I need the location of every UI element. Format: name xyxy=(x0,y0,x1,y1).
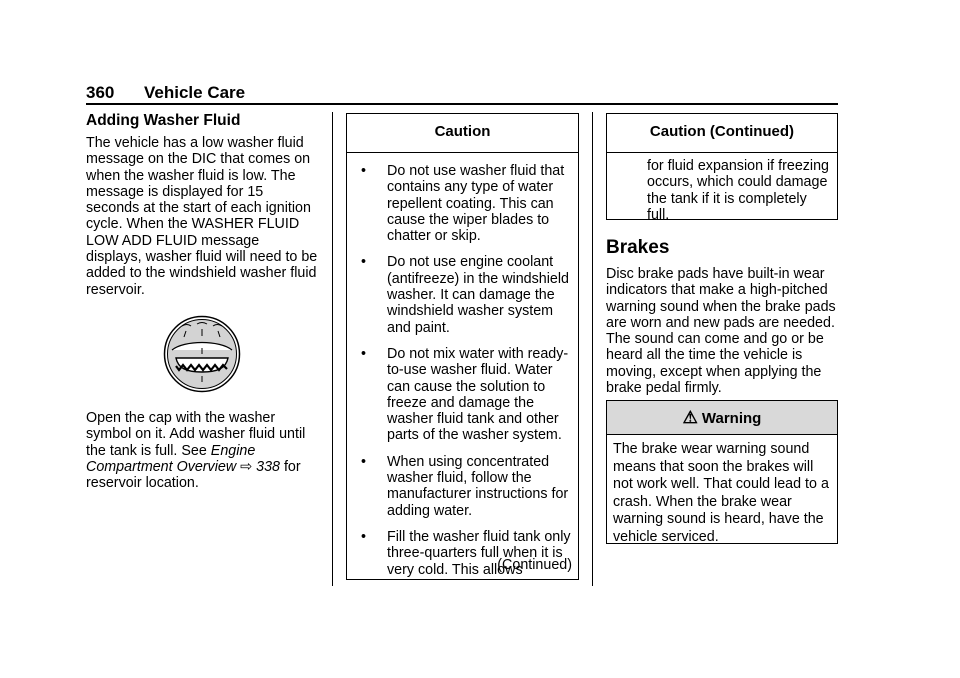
warning-text: The brake wear warning sound means that soon the brakes will not work well. That could lead to a crash. When the brake wear warning sound is heard, have the vehicle serviced. xyxy=(613,441,829,545)
caution-continued-title: Caution (Continued) xyxy=(649,123,795,140)
caution-continued-box xyxy=(606,113,838,223)
caution-item xyxy=(359,346,572,444)
bullet-icon: • xyxy=(361,163,367,179)
column-divider-2 xyxy=(592,112,593,586)
caution-continued-text: for fluid expansion if freezing occurs, which could damage the tank if it is completely full. xyxy=(647,158,829,223)
page-ref-arrow-icon: ⇨ xyxy=(240,458,253,475)
caution-item xyxy=(359,454,572,519)
intro-paragraph: The vehicle has a low washer fluid message on the DIC that comes on when the washer fluid is low. The message is displayed for 15 seconds at the start of each ignition cycle. When the WASHER FLUID LOW ADD FLUID message displays, washer fluid will need to be added to the windshield washer fluid reservoir. xyxy=(86,135,318,298)
bullet-icon: • xyxy=(361,254,367,271)
instruction-suffix: for reservoir location. xyxy=(86,458,301,492)
instruction-paragraph xyxy=(86,410,318,491)
warning-triangle-icon: ⚠ xyxy=(682,408,698,427)
caution-list xyxy=(347,153,578,578)
warning-box xyxy=(606,400,838,544)
column-adding-washer-fluid xyxy=(86,112,318,298)
instruction-text: Open the cap with the washer symbol on it. Add washer fluid until the tank is full. See xyxy=(86,410,306,459)
caution-item-text: When using concentrated washer fluid, follow the manufacturer instructions for adding water. xyxy=(387,453,569,519)
column-instructions xyxy=(86,410,318,491)
header-rule xyxy=(86,103,838,105)
caution-box xyxy=(346,113,579,580)
bullet-icon: • xyxy=(361,345,367,362)
column-divider-1 xyxy=(332,112,333,586)
page-header xyxy=(86,83,838,103)
bullet-icon: • xyxy=(361,528,367,545)
caution-title: Caution xyxy=(434,123,491,140)
caution-item-text: Do not use washer fluid that contains any type of water repellent coating. This can cause the wiper blades to chatter or skip. xyxy=(387,163,565,245)
continued-label: (Continued) xyxy=(497,556,572,573)
brakes-paragraph: Disc brake pads have built-in wear indicators that make a high-pitched warning sound when the brake pads are worn and new pads are needed. The sound can come and go or be heard all the time the vehicle is moving, except when applying the brake pedal firmly. xyxy=(606,266,836,397)
caution-item-text: Do not use engine coolant (antifreeze) in the windshield washer. It can damage the windshield washer system and paint. xyxy=(387,254,569,336)
brakes-heading: Brakes xyxy=(606,237,670,258)
cross-reference-page[interactable]: 338 xyxy=(256,458,280,475)
caution-item-text: Do not mix water with ready-to-use washer fluid. Water can cause the solution to freeze and damage the washer fluid tank and other parts of the washer system. xyxy=(387,345,569,444)
caution-item xyxy=(359,254,572,335)
warning-title: Warning xyxy=(701,410,762,427)
page-number: 360 xyxy=(86,83,115,102)
caution-item-text: Fill the washer fluid tank only three-quarters full when it is very cold. This allows xyxy=(387,528,571,578)
section-heading: Adding Washer Fluid xyxy=(86,112,241,129)
washer-fluid-icon xyxy=(162,314,242,394)
chapter-title: Vehicle Care xyxy=(144,83,246,102)
warning-header xyxy=(607,401,837,435)
caution-item xyxy=(359,163,572,244)
cross-reference-link[interactable]: Engine Compartment Overview xyxy=(86,442,256,475)
bullet-icon: • xyxy=(361,453,367,470)
